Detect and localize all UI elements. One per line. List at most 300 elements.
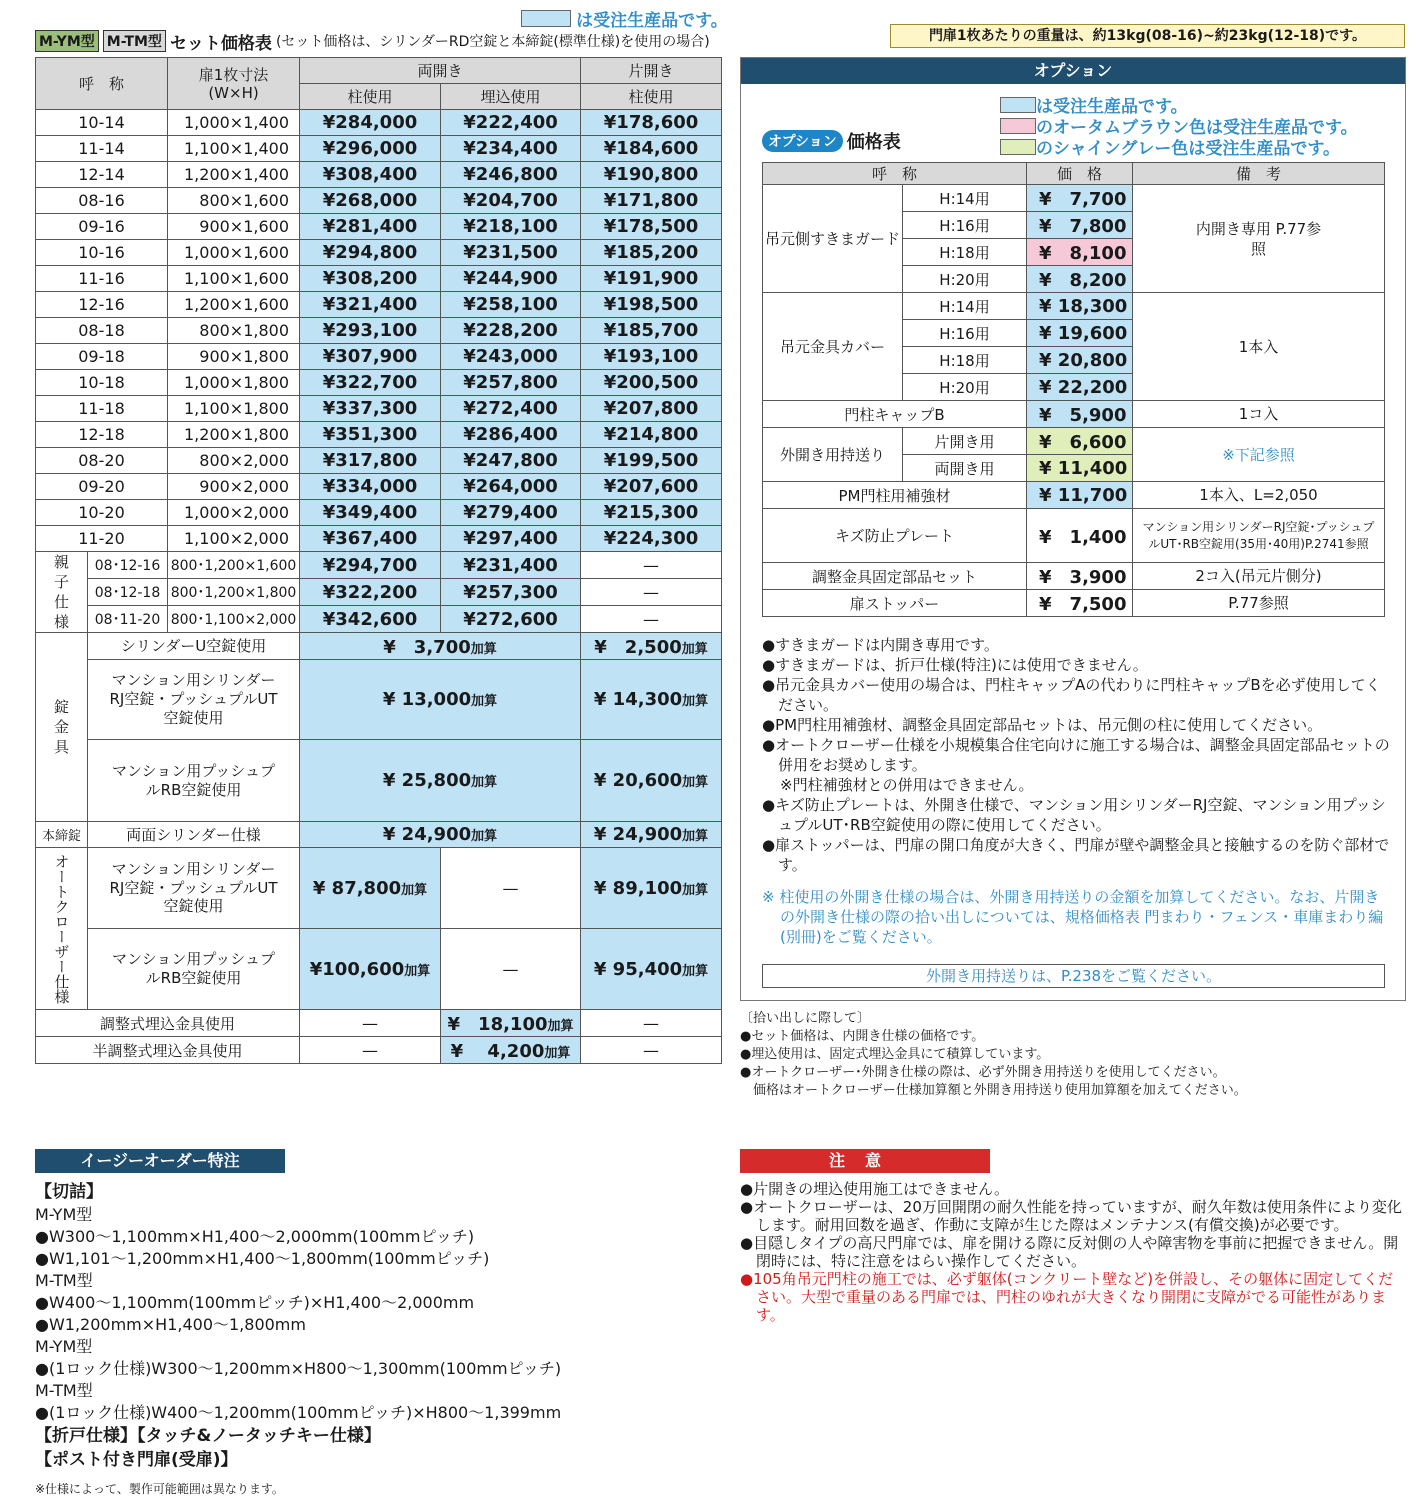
price-column-use <box>300 448 441 474</box>
price-single: — <box>581 1010 722 1037</box>
oyako-label: 親子仕様 <box>36 552 88 633</box>
option-size: H:18用 <box>903 347 1027 374</box>
price-value: ¥321,400 <box>322 294 418 315</box>
row-name: 10-20 <box>36 500 168 526</box>
price-value: ¥ 13,000 <box>382 689 472 710</box>
add-suffix: 加算 <box>471 694 498 709</box>
legend-autumn-brown: のオータムブラウン色は受注生産品です。 <box>1036 118 1358 138</box>
option-name: マンション用プッシュプルRB空錠使用 <box>88 929 300 1010</box>
table-row <box>36 136 722 162</box>
easy-line: ●W400～1,100mm(100mmピッチ)×H1,400～2,000mm <box>35 1293 475 1312</box>
price-column-use-add <box>300 929 441 1010</box>
price-embed-use <box>441 162 581 188</box>
price-value: ¥ 2,500 <box>594 637 682 658</box>
weight-note: 門扉1枚あたりの重量は、約13kg(08-16)~約23kg(12-18)です。 <box>890 24 1405 48</box>
price-value: ¥342,600 <box>322 608 418 630</box>
main-title: セット価格表 <box>169 33 272 54</box>
price-single <box>581 266 722 292</box>
price-value: ¥200,500 <box>603 372 699 393</box>
note-line: ●すきまガードは、折戸仕様(特注)には使用できません。 <box>762 656 1148 674</box>
option-blue-note: ※ 柱使用の外開き仕様の場合は、外開き用持送りの金額を加算してください。なお、片開きの外開き仕様の際の拾い出しについては、規格価格表 門まわり・フェンス・車庫まわり編(別冊)をご覧ください。 <box>762 888 1384 946</box>
price-value: ¥272,400 <box>463 398 558 419</box>
row-size: 800･1,100×2,000 <box>168 606 300 633</box>
price-value: ¥257,800 <box>463 372 558 393</box>
row-size: 1,100×1,600 <box>168 266 300 292</box>
price-column-use <box>300 136 441 162</box>
price-value: ¥284,000 <box>322 112 418 133</box>
caution-line: ●片開きの埋込使用施工はできません。 <box>740 1180 1009 1198</box>
price-single: — <box>581 552 722 579</box>
table-row <box>36 848 722 929</box>
price-single <box>581 448 722 474</box>
main-title-note: (セット価格は、シリンダーRD空錠と本締錠(標準仕様)を使用の場合) <box>275 34 710 50</box>
table-row <box>36 214 722 240</box>
price-embed-use <box>441 396 581 422</box>
easy-line: 【折戸仕様】【タッチ&ノータッチキー仕様】 <box>35 1426 381 1446</box>
table-row <box>36 240 722 266</box>
easy-line: 【ポスト付き門扉(受扉)】 <box>35 1450 238 1470</box>
price-value: ¥308,400 <box>322 164 418 185</box>
option-price: ¥ 7,500 <box>1027 590 1133 617</box>
row-name: 10-14 <box>36 110 168 136</box>
option-header-bar: オプション <box>741 58 1405 84</box>
row-size: 1,200×1,600 <box>168 292 300 318</box>
option-name: マンション用シリンダーRJ空錠・プッシュプルUT空錠使用 <box>88 660 300 740</box>
price-embed-use <box>441 110 581 136</box>
note-line: ●オートクローザー仕様を小規模集合住宅向けに施工する場合は、調整金具固定部品セットの併用をお奨めします。 <box>762 736 1390 774</box>
option-name: マンション用プッシュプルRB空錠使用 <box>88 740 300 822</box>
price-value: ¥218,100 <box>463 216 558 237</box>
opt-header-note: 備 考 <box>1133 163 1385 185</box>
row-name: 11-20 <box>36 526 168 552</box>
table-row <box>763 482 1385 509</box>
row-size: 1,000×2,000 <box>168 500 300 526</box>
header-single: 片開き <box>581 58 722 84</box>
honjime-label: 本締錠 <box>36 822 88 848</box>
price-value: ¥279,400 <box>463 502 558 523</box>
option-price: ¥ 3,900 <box>1027 563 1133 590</box>
price-value: ¥322,200 <box>322 581 418 603</box>
table-row <box>36 633 722 660</box>
price-column-use <box>300 474 441 500</box>
table-row <box>36 500 722 526</box>
price-value: ¥ 87,800 <box>312 877 402 899</box>
pickup-line: ●埋込使用は、固定式埋込金具にて積算しています。 <box>740 1047 1050 1062</box>
easy-line: ●(1ロック仕様)W400～1,200mm(100mmピッチ)×H800～1,399mm <box>35 1403 562 1422</box>
price-single-add <box>581 633 722 660</box>
table-row <box>36 318 722 344</box>
table-row <box>36 606 722 633</box>
set-price-table <box>35 57 722 1064</box>
badge-tm: M-TM型 <box>103 30 166 52</box>
table-row <box>36 344 722 370</box>
price-value: ¥185,200 <box>603 242 699 263</box>
row-size: 1,200×1,400 <box>168 162 300 188</box>
caution-list <box>740 1180 1408 1324</box>
header-size: 扉1枚寸法 (W×H) <box>168 58 300 110</box>
table-row <box>36 579 722 606</box>
easy-line: M-TM型 <box>35 1381 93 1400</box>
price-value: ¥234,400 <box>463 138 558 159</box>
price-single <box>581 526 722 552</box>
row-size: 1,100×1,400 <box>168 136 300 162</box>
table-row <box>763 293 1385 320</box>
price-value: ¥246,800 <box>463 164 558 185</box>
row-name: 09-16 <box>36 214 168 240</box>
price-value: ¥244,900 <box>463 268 558 289</box>
price-value: ¥231,400 <box>463 554 558 576</box>
price-embed-use <box>441 579 581 606</box>
price-column-use <box>300 344 441 370</box>
option-price: ¥ 11,400 <box>1027 455 1133 482</box>
option-note: 1本入 <box>1133 293 1385 401</box>
row-name: 09-20 <box>36 474 168 500</box>
option-note: 1コ入 <box>1133 401 1385 428</box>
easy-order-list <box>35 1180 715 1472</box>
price-value: ¥184,600 <box>603 138 699 159</box>
table-row <box>36 552 722 579</box>
price-value: ¥185,700 <box>603 320 699 341</box>
row-name: 08-16 <box>36 188 168 214</box>
add-suffix: 加算 <box>682 775 709 790</box>
price-value: ¥222,400 <box>463 112 558 133</box>
table-row <box>36 422 722 448</box>
price-value: ¥247,800 <box>463 450 558 471</box>
price-embed-use <box>441 318 581 344</box>
closer-label: オートクローザー仕様 <box>36 848 88 1010</box>
opt-header-price: 価 格 <box>1027 163 1133 185</box>
caution-red-line: ●105角吊元門柱の施工では、必ず躯体(コンクリート壁など)を併設し、その躯体に固定してください。大型で重量のある門扉では、門柱のゆれが大きくなり開閉に支障がでる可能性があります。 <box>740 1270 1394 1324</box>
table-row <box>36 292 722 318</box>
option-name: PM門柱用補強材 <box>763 482 1027 509</box>
row-name: 09-18 <box>36 344 168 370</box>
price-column-use: — <box>300 1037 441 1064</box>
price-embed-use <box>441 344 581 370</box>
legend-top <box>521 6 728 31</box>
legend-pink-swatch <box>1000 118 1036 134</box>
table-row <box>763 590 1385 617</box>
row-size: 1,000×1,600 <box>168 240 300 266</box>
price-value: ¥199,500 <box>603 450 699 471</box>
price-single <box>581 422 722 448</box>
note-line: ●すきまガードは内開き専用です。 <box>762 636 999 654</box>
option-price: ¥ 7,700 <box>1027 185 1133 212</box>
row-name: 08･11-20 <box>88 606 168 633</box>
option-note: P.77参照 <box>1133 590 1385 617</box>
price-value: ¥231,500 <box>463 242 558 263</box>
price-single <box>581 110 722 136</box>
option-price: ¥ 22,200 <box>1027 374 1133 401</box>
option-name: 調整式埋込金具使用 <box>36 1010 300 1037</box>
option-name: キズ防止プレート <box>763 509 1027 563</box>
option-price: ¥ 20,800 <box>1027 347 1133 374</box>
option-price: ¥ 8,200 <box>1027 266 1133 293</box>
opt-header-name: 呼 称 <box>763 163 1027 185</box>
price-value: ¥ 18,100 <box>447 1014 548 1035</box>
easy-line: 【切詰】 <box>35 1182 103 1202</box>
table-row <box>36 660 722 740</box>
price-value: ¥308,200 <box>322 268 418 289</box>
row-size: 1,000×1,400 <box>168 110 300 136</box>
price-single: — <box>581 1037 722 1064</box>
table-row <box>763 185 1385 212</box>
price-embed-use <box>441 448 581 474</box>
option-group-name: 外開き用持送り <box>763 428 903 482</box>
price-value: ¥322,700 <box>322 372 418 393</box>
price-value: ¥100,600 <box>309 958 405 980</box>
price-embed-use-add <box>441 1037 581 1064</box>
price-value: ¥296,000 <box>322 138 418 159</box>
table-row <box>36 448 722 474</box>
legend-blue-swatch <box>1000 97 1036 113</box>
price-value: ¥ 4,200 <box>450 1041 545 1062</box>
price-embed-use: — <box>441 848 581 929</box>
option-note: 2コ入(吊元片側分) <box>1133 563 1385 590</box>
easy-order-foot: ※仕様によって、製作可能範囲は異なります。 <box>35 1482 284 1496</box>
price-column-use <box>300 500 441 526</box>
price-embed-use <box>441 188 581 214</box>
price-value: ¥293,100 <box>322 320 418 341</box>
price-value: ¥207,600 <box>603 476 699 497</box>
price-single-add <box>581 848 722 929</box>
price-column-use <box>300 214 441 240</box>
add-suffix: 加算 <box>547 1019 574 1034</box>
price-single-add <box>581 822 722 848</box>
note-line: ●PM門柱用補強材、調整金具固定部品セットは、吊元側の柱に使用してください。 <box>762 716 1323 734</box>
price-embed-use <box>441 422 581 448</box>
header-double: 両開き <box>300 58 581 84</box>
price-embed-use <box>441 474 581 500</box>
price-value: ¥193,100 <box>603 346 699 367</box>
price-single <box>581 188 722 214</box>
price-value: ¥297,400 <box>463 528 558 549</box>
option-price-table <box>762 162 1385 617</box>
price-value: ¥258,100 <box>463 294 558 315</box>
option-size: H:18用 <box>903 239 1027 266</box>
price-single <box>581 214 722 240</box>
add-suffix: 加算 <box>682 829 709 844</box>
price-single <box>581 292 722 318</box>
option-price-title: 価格表 <box>846 132 901 153</box>
add-suffix: 加算 <box>401 882 428 898</box>
page-title <box>35 30 710 52</box>
table-row <box>36 740 722 822</box>
row-name: 11-14 <box>36 136 168 162</box>
price-value: ¥224,300 <box>603 528 699 549</box>
easy-line: ●W1,101～1,200mm×H1,400～1,800mm(100mmピッチ) <box>35 1249 490 1268</box>
pickup-line: ●オートクローザー･外開き仕様の際は、必ず外開き用持送りを使用してください。 <box>740 1065 1226 1080</box>
price-single <box>581 318 722 344</box>
price-single-add <box>581 929 722 1010</box>
option-size: H:20用 <box>903 374 1027 401</box>
option-price: ¥ 5,900 <box>1027 401 1133 428</box>
price-value: ¥204,700 <box>463 190 558 211</box>
header-column-use-single: 柱使用 <box>581 84 722 110</box>
price-value: ¥178,600 <box>603 112 699 133</box>
price-value: ¥ 24,900 <box>593 824 683 845</box>
option-size: 片開き用 <box>903 428 1027 455</box>
price-value: ¥367,400 <box>322 528 418 549</box>
badge-ym: M-YM型 <box>35 30 99 52</box>
legend-green-swatch <box>1000 139 1036 155</box>
pickup-line: 〔拾い出しに際して〕 <box>740 1011 871 1026</box>
price-embed-use <box>441 214 581 240</box>
price-single <box>581 136 722 162</box>
caution-bar: 注意 <box>740 1149 990 1173</box>
option-size: H:14用 <box>903 185 1027 212</box>
lock-label: 錠金具 <box>36 633 88 822</box>
easy-line: M-TM型 <box>35 1271 93 1290</box>
table-row <box>36 1010 722 1037</box>
note-line: ※門柱補強材との併用はできません。 <box>780 776 1034 794</box>
pickup-line: ●セット価格は、内開き仕様の価格です。 <box>740 1029 985 1044</box>
price-embed-use <box>441 500 581 526</box>
easy-line: ●(1ロック仕様)W300～1,200mm×H800～1,300mm(100mmピッチ) <box>35 1359 562 1378</box>
price-column-use <box>300 266 441 292</box>
price-embed-use <box>441 526 581 552</box>
option-price: ¥ 8,100 <box>1027 239 1133 266</box>
price-single <box>581 500 722 526</box>
price-single <box>581 162 722 188</box>
header-embed-use: 埋込使用 <box>441 84 581 110</box>
header-name: 呼 称 <box>36 58 168 110</box>
price-embed-use <box>441 136 581 162</box>
note-line: ●キズ防止プレートは、外開き仕様で、マンション用シリンダーRJ空錠、マンション用プッシュプルUT･RB空錠使用の際に使用してください。 <box>762 796 1386 834</box>
table-row <box>36 929 722 1010</box>
row-size: 900×1,600 <box>168 214 300 240</box>
option-price: ¥ 6,600 <box>1027 428 1133 455</box>
price-column-use <box>300 292 441 318</box>
price-column-use <box>300 552 441 579</box>
table-row <box>36 370 722 396</box>
option-name: 門柱キャップB <box>763 401 1027 428</box>
price-column-use <box>300 526 441 552</box>
price-value: ¥ 3,700 <box>383 637 471 658</box>
option-box-note: 外開き用持送りは、P.238をご覧ください。 <box>762 964 1385 988</box>
row-size: 1,100×2,000 <box>168 526 300 552</box>
easy-order-bar: イージーオーダー特注 <box>35 1149 285 1173</box>
price-value: ¥171,800 <box>603 190 699 211</box>
legend-shine-gray: のシャイングレー色は受注生産品です。 <box>1036 139 1340 159</box>
price-column-use <box>300 110 441 136</box>
option-price: ¥ 11,700 <box>1027 482 1133 509</box>
price-value: ¥351,300 <box>322 424 418 445</box>
legend-top-text: は受注生産品です。 <box>576 11 728 31</box>
caution-line: ●目隠しタイプの高尺門扉では、扉を開ける際に反対側の人や障害物を事前に把握できません。開閉時には、特に注意をはらい操作してください。 <box>740 1234 1399 1270</box>
row-name: 11-16 <box>36 266 168 292</box>
table-row <box>36 822 722 848</box>
price-single: — <box>581 579 722 606</box>
price-column-use <box>300 422 441 448</box>
table-row <box>36 110 722 136</box>
note-line: ●吊元金具カバー使用の場合は、門柱キャップAの代わりに門柱キャップBを必ず使用してください。 <box>762 676 1381 714</box>
price-value: ¥ 24,900 <box>382 824 472 845</box>
price-value: ¥ 20,600 <box>593 770 683 791</box>
option-group-name: 吊元側すきまガード <box>763 185 903 293</box>
table-row <box>36 396 722 422</box>
price-column-use <box>300 240 441 266</box>
row-size: 1,100×1,800 <box>168 396 300 422</box>
price-value: ¥257,300 <box>463 581 558 603</box>
table-row <box>763 428 1385 455</box>
option-size: H:20用 <box>903 266 1027 293</box>
row-name: 12-14 <box>36 162 168 188</box>
price-column-use <box>300 396 441 422</box>
add-suffix: 加算 <box>470 642 497 657</box>
row-size: 800×2,000 <box>168 448 300 474</box>
price-value: ¥214,800 <box>603 424 699 445</box>
option-name: シリンダーU空錠使用 <box>88 633 300 660</box>
price-value: ¥337,300 <box>322 398 418 419</box>
row-name: 10-16 <box>36 240 168 266</box>
option-note: 内開き専用 P.77参照 <box>1133 185 1385 293</box>
price-value: ¥ 95,400 <box>593 958 683 980</box>
row-name: 08-18 <box>36 318 168 344</box>
note-line: ●扉ストッパーは、門扉の開口角度が大きく、門扉が壁や調整金具と接触するのを防ぐ部材です。 <box>762 836 1390 874</box>
option-note: ※下記参照 <box>1133 428 1385 482</box>
row-name: 10-18 <box>36 370 168 396</box>
easy-line: ●W1,200mm×H1,400～1,800mm <box>35 1315 306 1334</box>
table-row <box>763 509 1385 563</box>
pickup-notes <box>740 1010 1400 1100</box>
table-row <box>36 474 722 500</box>
option-notes <box>762 635 1392 875</box>
option-size: H:14用 <box>903 293 1027 320</box>
price-single <box>581 474 722 500</box>
header-column-use: 柱使用 <box>300 84 441 110</box>
price-value: ¥ 14,300 <box>593 689 683 710</box>
row-size: 900×2,000 <box>168 474 300 500</box>
option-size: H:16用 <box>903 212 1027 239</box>
price-value: ¥294,800 <box>322 242 418 263</box>
price-column-use <box>300 188 441 214</box>
caution-line: ●オートクローザーは、20万回開閉の耐久性能を持っていますが、耐久年数は使用条件により変化します。耐用回数を過ぎ、作動に支障が生じた際はメンテナンス(有償交換)が必要です。 <box>740 1198 1402 1234</box>
price-value: ¥ 89,100 <box>593 877 683 899</box>
price-column-use <box>300 579 441 606</box>
price-column-use <box>300 606 441 633</box>
row-name: 12-18 <box>36 422 168 448</box>
add-suffix: 加算 <box>681 642 708 657</box>
option-title <box>762 128 901 154</box>
price-value: ¥215,300 <box>603 502 699 523</box>
option-name: 調整金具固定部品セット <box>763 563 1027 590</box>
option-legend <box>1000 92 1358 159</box>
option-note: 1本入、L=2,050 <box>1133 482 1385 509</box>
price-value: ¥334,000 <box>322 476 418 497</box>
add-suffix: 加算 <box>682 694 709 709</box>
price-embed-use: — <box>441 929 581 1010</box>
price-double-add <box>300 633 581 660</box>
option-name: 扉ストッパー <box>763 590 1027 617</box>
option-pill: オプション <box>762 130 843 152</box>
row-name: 08･12-18 <box>88 579 168 606</box>
row-name: 11-18 <box>36 396 168 422</box>
table-row <box>763 563 1385 590</box>
row-size: 800･1,200×1,600 <box>168 552 300 579</box>
price-value: ¥281,400 <box>322 216 418 237</box>
legend-blue-swatch <box>521 10 571 27</box>
row-size: 900×1,800 <box>168 344 300 370</box>
price-value: ¥286,400 <box>463 424 558 445</box>
add-suffix: 加算 <box>682 882 709 898</box>
price-column-use <box>300 162 441 188</box>
price-value: ¥272,600 <box>463 608 558 630</box>
easy-line: M-YM型 <box>35 1205 93 1224</box>
price-value: ¥178,500 <box>603 216 699 237</box>
price-single <box>581 240 722 266</box>
row-name: 12-16 <box>36 292 168 318</box>
price-value: ¥190,800 <box>603 164 699 185</box>
